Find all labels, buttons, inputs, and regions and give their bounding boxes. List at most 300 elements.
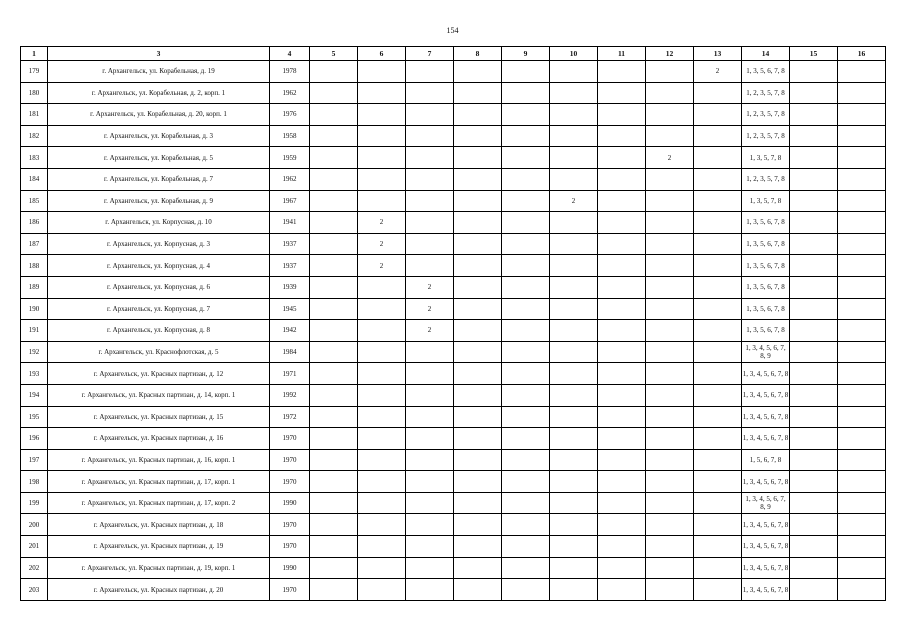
col-12-cell <box>646 514 694 536</box>
address-cell: г. Архангельск, ул. Корабельная, д. 7 <box>48 168 270 190</box>
col-14-cell: 1, 3, 4, 5, 6, 7, 8, 9 <box>742 492 790 514</box>
row-number: 190 <box>21 298 48 320</box>
col-13-cell <box>694 255 742 277</box>
col-9-cell <box>502 363 550 385</box>
col-9-cell <box>502 82 550 104</box>
col-11-cell <box>598 125 646 147</box>
year-cell: 1942 <box>270 320 310 342</box>
address-cell: г. Архангельск, ул. Красных партизан, д. 16, корп. 1 <box>48 449 270 471</box>
col-16-cell <box>838 147 886 169</box>
column-header: 10 <box>550 47 598 61</box>
address-cell: г. Архангельск, ул. Корпусная, д. 3 <box>48 233 270 255</box>
col-15-cell <box>790 61 838 83</box>
col-15-cell <box>790 320 838 342</box>
col-10-cell <box>550 212 598 234</box>
col-10-cell <box>550 233 598 255</box>
year-cell: 1962 <box>270 168 310 190</box>
col-14-cell: 1, 3, 4, 5, 6, 7, 8 <box>742 471 790 493</box>
col-7-cell <box>406 147 454 169</box>
col-9-cell <box>502 492 550 514</box>
col-9-cell <box>502 190 550 212</box>
col-5-cell <box>310 255 358 277</box>
row-number: 197 <box>21 449 48 471</box>
col-16-cell <box>838 212 886 234</box>
col-15-cell <box>790 104 838 126</box>
col-13-cell <box>694 557 742 579</box>
col-12-cell <box>646 255 694 277</box>
page-number: 154 <box>446 26 459 35</box>
col-10-cell <box>550 492 598 514</box>
col-13-cell <box>694 384 742 406</box>
col-13-cell <box>694 104 742 126</box>
col-13-cell <box>694 579 742 601</box>
year-cell: 1958 <box>270 125 310 147</box>
col-9-cell <box>502 579 550 601</box>
col-13-cell <box>694 492 742 514</box>
col-9-cell <box>502 341 550 363</box>
col-13-cell <box>694 428 742 450</box>
col-9-cell <box>502 536 550 558</box>
col-5-cell <box>310 384 358 406</box>
col-13-cell <box>694 212 742 234</box>
col-12-cell <box>646 428 694 450</box>
col-8-cell <box>454 514 502 536</box>
col-13-cell <box>694 298 742 320</box>
col-7-cell <box>406 428 454 450</box>
table-row <box>21 276 886 298</box>
row-number: 184 <box>21 168 48 190</box>
col-7-cell <box>406 104 454 126</box>
col-12-cell <box>646 276 694 298</box>
table-row <box>21 428 886 450</box>
col-7-cell <box>406 125 454 147</box>
row-number: 181 <box>21 104 48 126</box>
col-8-cell <box>454 579 502 601</box>
table-row <box>21 471 886 493</box>
col-6-cell <box>358 190 406 212</box>
address-cell: г. Архангельск, ул. Корпусная, д. 4 <box>48 255 270 277</box>
col-6-cell <box>358 82 406 104</box>
col-13-cell <box>694 363 742 385</box>
col-7-cell <box>406 190 454 212</box>
table-row <box>21 190 886 212</box>
col-15-cell <box>790 492 838 514</box>
col-9-cell <box>502 384 550 406</box>
col-8-cell <box>454 320 502 342</box>
table-row <box>21 536 886 558</box>
col-7-cell <box>406 255 454 277</box>
col-15-cell <box>790 168 838 190</box>
year-cell: 1976 <box>270 104 310 126</box>
col-7-cell <box>406 492 454 514</box>
col-11-cell <box>598 492 646 514</box>
table-row <box>21 255 886 277</box>
col-12-cell <box>646 125 694 147</box>
col-10-cell <box>550 341 598 363</box>
table-row <box>21 168 886 190</box>
col-8-cell <box>454 212 502 234</box>
col-7-cell <box>406 61 454 83</box>
col-5-cell <box>310 320 358 342</box>
table-row <box>21 406 886 428</box>
col-6-cell <box>358 147 406 169</box>
year-cell: 1970 <box>270 579 310 601</box>
col-11-cell <box>598 471 646 493</box>
col-16-cell <box>838 233 886 255</box>
col-13-cell <box>694 341 742 363</box>
col-8-cell <box>454 363 502 385</box>
col-6-cell <box>358 406 406 428</box>
row-number: 195 <box>21 406 48 428</box>
col-9-cell <box>502 557 550 579</box>
year-cell: 1992 <box>270 384 310 406</box>
col-7-cell: 2 <box>406 276 454 298</box>
register-table <box>20 46 886 601</box>
col-12-cell <box>646 104 694 126</box>
col-10-cell <box>550 61 598 83</box>
col-9-cell <box>502 471 550 493</box>
year-cell: 1939 <box>270 276 310 298</box>
col-10-cell <box>550 298 598 320</box>
address-cell: г. Архангельск, ул. Краснофлотская, д. 5 <box>48 341 270 363</box>
address-cell: г. Архангельск, ул. Красных партизан, д. 17, корп. 1 <box>48 471 270 493</box>
col-5-cell <box>310 147 358 169</box>
col-6-cell <box>358 276 406 298</box>
col-13-cell <box>694 471 742 493</box>
col-5-cell <box>310 449 358 471</box>
col-8-cell <box>454 147 502 169</box>
year-cell: 1970 <box>270 449 310 471</box>
year-cell: 1990 <box>270 557 310 579</box>
col-11-cell <box>598 61 646 83</box>
col-10-cell <box>550 514 598 536</box>
year-cell: 1941 <box>270 212 310 234</box>
col-8-cell <box>454 125 502 147</box>
col-5-cell <box>310 471 358 493</box>
col-15-cell <box>790 557 838 579</box>
col-8-cell <box>454 298 502 320</box>
col-11-cell <box>598 406 646 428</box>
col-14-cell: 1, 3, 4, 5, 6, 7, 8 <box>742 557 790 579</box>
col-11-cell <box>598 233 646 255</box>
address-cell: г. Архангельск, ул. Корпусная, д. 10 <box>48 212 270 234</box>
column-header: 3 <box>48 47 270 61</box>
col-13-cell <box>694 536 742 558</box>
col-9-cell <box>502 212 550 234</box>
table-row <box>21 298 886 320</box>
row-number: 179 <box>21 61 48 83</box>
col-14-cell: 1, 2, 3, 5, 7, 8 <box>742 82 790 104</box>
col-15-cell <box>790 147 838 169</box>
col-8-cell <box>454 168 502 190</box>
row-number: 200 <box>21 514 48 536</box>
col-14-cell: 1, 3, 4, 5, 6, 7, 8 <box>742 579 790 601</box>
col-11-cell <box>598 212 646 234</box>
col-10-cell <box>550 536 598 558</box>
col-11-cell <box>598 168 646 190</box>
col-9-cell <box>502 449 550 471</box>
col-13-cell <box>694 190 742 212</box>
col-5-cell <box>310 557 358 579</box>
col-9-cell <box>502 514 550 536</box>
col-5-cell <box>310 341 358 363</box>
col-12-cell <box>646 557 694 579</box>
col-13-cell <box>694 147 742 169</box>
year-cell: 1978 <box>270 61 310 83</box>
col-11-cell <box>598 428 646 450</box>
col-5-cell <box>310 212 358 234</box>
col-15-cell <box>790 471 838 493</box>
col-16-cell <box>838 298 886 320</box>
col-14-cell: 1, 3, 4, 5, 6, 7, 8 <box>742 406 790 428</box>
col-14-cell: 1, 3, 5, 6, 7, 8 <box>742 212 790 234</box>
col-11-cell <box>598 190 646 212</box>
col-16-cell <box>838 557 886 579</box>
col-6-cell <box>358 449 406 471</box>
col-8-cell <box>454 61 502 83</box>
col-8-cell <box>454 406 502 428</box>
col-6-cell <box>358 579 406 601</box>
table-row <box>21 212 886 234</box>
col-12-cell <box>646 341 694 363</box>
col-11-cell <box>598 449 646 471</box>
col-15-cell <box>790 406 838 428</box>
address-cell: г. Архангельск, ул. Красных партизан, д. 15 <box>48 406 270 428</box>
col-9-cell <box>502 168 550 190</box>
table-row <box>21 147 886 169</box>
col-5-cell <box>310 276 358 298</box>
col-14-cell: 1, 3, 5, 6, 7, 8 <box>742 61 790 83</box>
col-14-cell: 1, 3, 4, 5, 6, 7, 8 <box>742 536 790 558</box>
col-14-cell: 1, 3, 4, 5, 6, 7, 8 <box>742 514 790 536</box>
year-cell: 1970 <box>270 514 310 536</box>
col-5-cell <box>310 190 358 212</box>
col-16-cell <box>838 255 886 277</box>
col-8-cell <box>454 557 502 579</box>
col-9-cell <box>502 320 550 342</box>
col-10-cell <box>550 82 598 104</box>
column-header: 9 <box>502 47 550 61</box>
row-number: 192 <box>21 341 48 363</box>
col-13-cell <box>694 514 742 536</box>
year-cell: 1970 <box>270 428 310 450</box>
col-11-cell <box>598 557 646 579</box>
address-cell: г. Архангельск, ул. Красных партизан, д. 19 <box>48 536 270 558</box>
col-5-cell <box>310 104 358 126</box>
col-10-cell <box>550 406 598 428</box>
column-header: 12 <box>646 47 694 61</box>
col-11-cell <box>598 82 646 104</box>
col-11-cell <box>598 147 646 169</box>
col-14-cell: 1, 5, 6, 7, 8 <box>742 449 790 471</box>
col-9-cell <box>502 104 550 126</box>
row-number: 182 <box>21 125 48 147</box>
col-5-cell <box>310 61 358 83</box>
row-number: 201 <box>21 536 48 558</box>
year-cell: 1967 <box>270 190 310 212</box>
col-16-cell <box>838 61 886 83</box>
col-16-cell <box>838 276 886 298</box>
header-row <box>21 47 886 61</box>
col-5-cell <box>310 168 358 190</box>
col-8-cell <box>454 536 502 558</box>
col-12-cell <box>646 363 694 385</box>
col-13-cell <box>694 125 742 147</box>
table-row <box>21 233 886 255</box>
col-13-cell: 2 <box>694 61 742 83</box>
year-cell: 1937 <box>270 255 310 277</box>
row-number: 203 <box>21 579 48 601</box>
col-7-cell <box>406 384 454 406</box>
col-15-cell <box>790 536 838 558</box>
col-15-cell <box>790 212 838 234</box>
year-cell: 1937 <box>270 233 310 255</box>
col-6-cell <box>358 536 406 558</box>
col-6-cell <box>358 168 406 190</box>
col-12-cell <box>646 449 694 471</box>
year-cell: 1962 <box>270 82 310 104</box>
col-16-cell <box>838 449 886 471</box>
table-row <box>21 341 886 363</box>
col-16-cell <box>838 190 886 212</box>
col-9-cell <box>502 298 550 320</box>
col-10-cell <box>550 168 598 190</box>
col-7-cell <box>406 557 454 579</box>
col-14-cell: 1, 3, 5, 6, 7, 8 <box>742 255 790 277</box>
col-11-cell <box>598 536 646 558</box>
address-cell: г. Архангельск, ул. Корпусная, д. 6 <box>48 276 270 298</box>
table-row <box>21 61 886 83</box>
table-row <box>21 104 886 126</box>
col-14-cell: 1, 2, 3, 5, 7, 8 <box>742 168 790 190</box>
col-15-cell <box>790 233 838 255</box>
col-12-cell <box>646 579 694 601</box>
col-16-cell <box>838 536 886 558</box>
col-15-cell <box>790 298 838 320</box>
col-11-cell <box>598 276 646 298</box>
col-15-cell <box>790 82 838 104</box>
col-12-cell <box>646 190 694 212</box>
col-5-cell <box>310 428 358 450</box>
col-6-cell <box>358 492 406 514</box>
col-13-cell <box>694 320 742 342</box>
year-cell: 1970 <box>270 471 310 493</box>
row-number: 193 <box>21 363 48 385</box>
column-header: 8 <box>454 47 502 61</box>
col-12-cell <box>646 212 694 234</box>
col-7-cell <box>406 212 454 234</box>
col-14-cell: 1, 3, 5, 6, 7, 8 <box>742 320 790 342</box>
col-6-cell <box>358 341 406 363</box>
col-11-cell <box>598 341 646 363</box>
col-12-cell <box>646 384 694 406</box>
col-5-cell <box>310 125 358 147</box>
year-cell: 1970 <box>270 536 310 558</box>
col-7-cell <box>406 168 454 190</box>
col-10-cell <box>550 449 598 471</box>
col-9-cell <box>502 61 550 83</box>
address-cell: г. Архангельск, ул. Корабельная, д. 19 <box>48 61 270 83</box>
col-7-cell <box>406 579 454 601</box>
col-7-cell <box>406 82 454 104</box>
col-10-cell <box>550 104 598 126</box>
col-16-cell <box>838 579 886 601</box>
col-16-cell <box>838 514 886 536</box>
col-14-cell: 1, 3, 4, 5, 6, 7, 8 <box>742 428 790 450</box>
col-5-cell <box>310 363 358 385</box>
col-6-cell <box>358 104 406 126</box>
col-14-cell: 1, 3, 5, 6, 7, 8 <box>742 276 790 298</box>
col-7-cell <box>406 449 454 471</box>
col-12-cell <box>646 168 694 190</box>
column-header: 7 <box>406 47 454 61</box>
table-row <box>21 125 886 147</box>
col-9-cell <box>502 147 550 169</box>
table-row <box>21 320 886 342</box>
col-16-cell <box>838 168 886 190</box>
col-6-cell <box>358 61 406 83</box>
col-10-cell <box>550 276 598 298</box>
row-number: 191 <box>21 320 48 342</box>
col-14-cell: 1, 3, 4, 5, 6, 7, 8 <box>742 384 790 406</box>
col-8-cell <box>454 82 502 104</box>
col-12-cell <box>646 536 694 558</box>
col-16-cell <box>838 428 886 450</box>
year-cell: 1984 <box>270 341 310 363</box>
table-row <box>21 579 886 601</box>
address-cell: г. Архангельск, ул. Красных партизан, д. 18 <box>48 514 270 536</box>
col-5-cell <box>310 536 358 558</box>
col-8-cell <box>454 104 502 126</box>
col-10-cell <box>550 147 598 169</box>
col-6-cell <box>358 514 406 536</box>
year-cell: 1990 <box>270 492 310 514</box>
year-cell: 1971 <box>270 363 310 385</box>
col-16-cell <box>838 471 886 493</box>
col-8-cell <box>454 255 502 277</box>
table-row <box>21 449 886 471</box>
col-16-cell <box>838 104 886 126</box>
col-7-cell <box>406 536 454 558</box>
row-number: 183 <box>21 147 48 169</box>
row-number: 202 <box>21 557 48 579</box>
col-15-cell <box>790 449 838 471</box>
col-9-cell <box>502 125 550 147</box>
col-14-cell: 1, 3, 4, 5, 6, 7, 8, 9 <box>742 341 790 363</box>
col-11-cell <box>598 104 646 126</box>
col-6-cell <box>358 428 406 450</box>
address-cell: г. Архангельск, ул. Корабельная, д. 3 <box>48 125 270 147</box>
col-8-cell <box>454 190 502 212</box>
col-10-cell <box>550 320 598 342</box>
col-15-cell <box>790 428 838 450</box>
col-7-cell: 2 <box>406 320 454 342</box>
col-5-cell <box>310 298 358 320</box>
year-cell: 1945 <box>270 298 310 320</box>
col-16-cell <box>838 406 886 428</box>
col-5-cell <box>310 514 358 536</box>
col-8-cell <box>454 341 502 363</box>
col-14-cell: 1, 3, 4, 5, 6, 7, 8 <box>742 363 790 385</box>
col-10-cell <box>550 579 598 601</box>
col-14-cell: 1, 2, 3, 5, 7, 8 <box>742 104 790 126</box>
year-cell: 1972 <box>270 406 310 428</box>
col-6-cell <box>358 125 406 147</box>
address-cell: г. Архангельск, ул. Корабельная, д. 5 <box>48 147 270 169</box>
col-13-cell <box>694 233 742 255</box>
col-8-cell <box>454 384 502 406</box>
col-12-cell <box>646 298 694 320</box>
